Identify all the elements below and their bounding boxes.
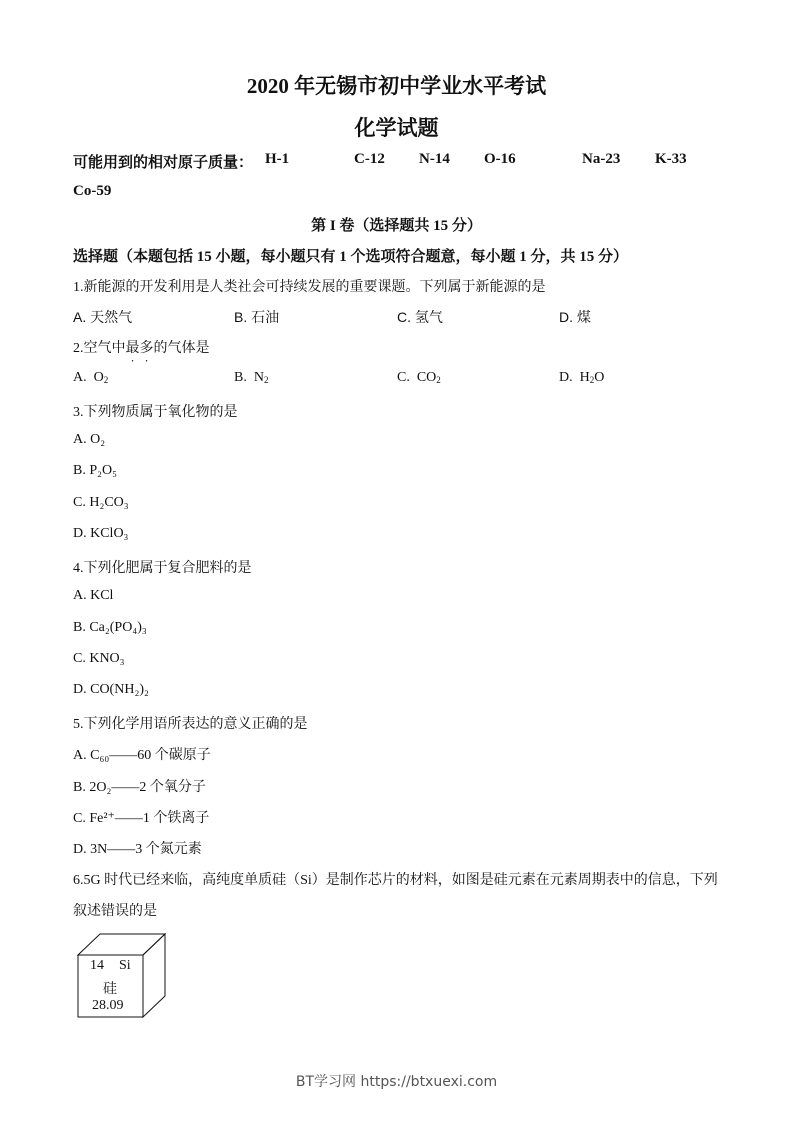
question-1-option-a: A. 天然气 (73, 309, 133, 325)
question-6-stem-line-2: 叙述错误的是 (73, 904, 157, 919)
question-2-option-b: B. $N_2$ (234, 370, 269, 385)
question-2-option-a: A. $O_2$ (73, 370, 109, 385)
question-4-option-d: D. CO(NH₂)₂ (73, 682, 149, 697)
exam-title: 2020 年无锡市初中学业水平考试 (246, 74, 547, 98)
section-instructions: 选择题（本题包括 15 小题，每小题只有 1 个选项符合题意，每小题 1 分，共 15 分） (73, 249, 629, 265)
question-1-option-b: B. 石油 (234, 309, 280, 325)
atomic-mass-c: C-12 (354, 151, 385, 167)
question-3-option-a: A. O₂ (73, 432, 106, 447)
question-1-option-d: D. 煤 (559, 309, 591, 325)
question-5-option-c: C. Fe²⁺——1 个铁离子 (73, 811, 210, 826)
question-4-option-b: B. Ca₂(PO₄)₃ (73, 620, 147, 635)
section-title: 第 I 卷（选择题共 15 分） (311, 218, 482, 234)
question-3-option-c: C. H₂CO₃ (73, 495, 129, 510)
question-3-stem: 3.下列物质属于氧化物的是 (73, 405, 238, 420)
question-2-option-d: D. $H_2O$ (559, 370, 605, 385)
atomic-mass-na: Na-23 (582, 151, 621, 167)
question-2-option-c: C. $CO_2$ (397, 370, 441, 385)
question-2-emphasis-2: 多 (139, 341, 154, 356)
question-5-option-b: B. 2O₂——2 个氧分子 (73, 780, 206, 795)
question-2-stem (73, 337, 210, 357)
question-5-stem: 5.下列化学用语所表达的意义正确的是 (73, 717, 308, 732)
question-2-stem-prefix: 2.空气中 (73, 341, 126, 356)
question-1-stem: 1.新能源的开发利用是人类社会可持续发展的重要课题。下列属于新能源的是 (73, 280, 546, 295)
atomic-mass-k: K-33 (655, 151, 687, 167)
element-card-silicon (70, 928, 170, 1024)
atomic-mass-co: Co-59 (73, 183, 112, 199)
atomic-mass: 28.09 (92, 998, 124, 1013)
atomic-mass-o: O-16 (484, 151, 516, 167)
atomic-mass-h: H-1 (265, 151, 290, 167)
atomic-mass-label: 可能用到的相对原子质量： (73, 155, 254, 171)
question-5-option-d: D. 3N——3 个氮元素 (73, 842, 202, 857)
atomic-mass-n: N-14 (419, 151, 450, 167)
question-1-option-c: C. 氢气 (397, 309, 443, 325)
question-3-option-d: D. KClO₃ (73, 526, 129, 541)
question-5-option-a: A. C₆₀——60 个碳原子 (73, 748, 211, 763)
question-6-stem-line-1: 6.5G 时代已经来临，高纯度单质硅（Si）是制作芯片的材料，如图是硅元素在元素周期表中的信息，下列 (73, 873, 718, 888)
exam-subtitle: 化学试题 (354, 116, 439, 140)
question-4-option-c: C. KNO₃ (73, 651, 125, 666)
question-2-emphasis-1: 最 (125, 341, 140, 356)
question-3-option-b: B. P₂O₅ (73, 463, 117, 478)
element-name: 硅 (103, 982, 117, 997)
question-4-option-a: A. KCl (73, 588, 114, 603)
element-symbol: Si (119, 958, 131, 973)
atomic-number: 14 (90, 958, 104, 973)
question-2-stem-suffix: 的气体是 (153, 341, 210, 356)
question-4-stem: 4.下列化肥属于复合肥料的是 (73, 561, 252, 576)
footer-watermark: BT学习网 https://btxuexi.com (295, 1074, 498, 1090)
